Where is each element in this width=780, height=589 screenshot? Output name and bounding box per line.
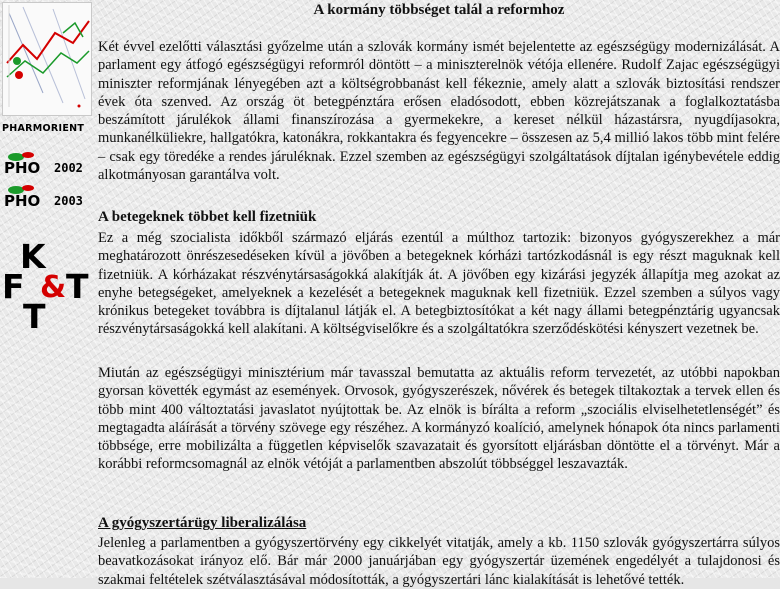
logo-graphic bbox=[3, 3, 91, 115]
pho-year: 2002 bbox=[54, 161, 83, 175]
section-heading: A gyógyszertárügy liberalizálása bbox=[98, 515, 307, 531]
intro-paragraph: Két évvel ezelőtti választási győzelme után a szlovák kormány ismét bejelentette az egészségügy modernizálását. A parlament egy átfogó egészségügyi reformról döntött – a miniszterelnök vétója ellenére. Rudolf Zajac egészségügyi miniszter reformjának lényegében azt a költségrobbanást kell fékeznie, amely alatt a szlovák biztosítási rendszer évek óta szenved. Az ország öt betegpénztára erősen eladósodott, ebben közrejátszanak a foglalkoztatásba beszámított járulékok állami finanszírozása a gyermekekre, a kereset nélkül házastársra, nyugdíjasokra, munkanélküliekre, hallgatókra, katonákra, rokkantakra és fegyencekre – összesen az 5,4 millió lakos több mint felére – csak egy töredéke a rendes járuléknak. Ezzel szemben az egészségügyi szolgáltatások díjtalan igénybevétele eddig alkotmányosan garantálva volt. bbox=[98, 39, 780, 184]
brand-name: PHARMORIENT bbox=[2, 123, 85, 134]
kft-logo[interactable] bbox=[2, 237, 90, 336]
section-heading: A betegeknek többet kell fizetniük bbox=[98, 209, 317, 225]
article-title: A kormány többséget talál a reformhoz bbox=[313, 2, 565, 18]
section-paragraph: Miután az egészségügyi minisztérium már tavasszal bemutatta az aktuális reform tervezetét, az utóbbi napokban gyorsan követték egymást az események. Orvosok, gyógyszerészek, nővérek és betegek tiltakoztak a tervek ellen és több mint 400 változtatási javaslatot nyújtottak be. Az elnök is bírálta a reform „szociális elviselhetetlenségét” és megtagadta aláírását a törvény szövege egy részéhez. A kormányzó koalíció, amelynek hónapok óta nincs parlamenti többsége, erre mobilizálta a független képviselők szavazatait és gyorsított eljárásban döntötte el a törvényt. Már a korábbi reformcsomagnál az elnök vétóját a parlamentben abszolút többséggel leszavazták. bbox=[98, 365, 780, 473]
section-paragraph: Ez a még szocialista időkből származó eljárás ezentúl a múlthoz tartozik: bizonyos gyógyszerekhez a már meghatározott önrészesedéseken kívül a jövőben a betegeknek kórházi tartózkodásnál is egy részt maguknak kell fizetniük. A kórházakat részvénytársaságokká alakítják át. A jövőben egy kizárási jegyzék állapítja meg azokat az enyhe betegségeket, amelyeknek a kezelését a betegeknek maguknak kell fizetniük. Ezzel szemben a súlyos vagy krónikus betegeket továbbra is díjtalanul látják el. A betegbiztosítókat a két nagy állami betegpénztárig ugyancsak részvénytársaságokká kell alakítani. A költségviselőkre és a szolgáltatókra szerződéskötési kényszert vezetnek be. bbox=[98, 230, 780, 338]
pho-2002-link[interactable] bbox=[2, 150, 92, 178]
kft-letter-k: K bbox=[20, 237, 46, 276]
kft-letter-f: F bbox=[2, 267, 25, 306]
pho-2003-link[interactable] bbox=[2, 183, 92, 211]
pho-label: PHO bbox=[4, 192, 41, 210]
kft-letter-t: T bbox=[66, 267, 89, 306]
section-paragraph: Jelenleg a parlamentben a gyógyszertörvény egy cikkelyét vitatják, amely a kb. 1150 szlovák gyógyszertárra súlyos beavatkozásokat irányoz elő. Bár már 2000 januárjában egy gyógyszertár üzemének engedélyét a tulajdonosi és szakmai feltételek szétválasztásával módosították, a gyógyszertári lánc kialakítását is lehetővé tették. bbox=[98, 535, 780, 588]
pho-label: PHO bbox=[4, 159, 41, 177]
sidebar bbox=[0, 0, 92, 578]
kft-letter-t-lower: T bbox=[23, 297, 46, 336]
pharmorient-graph-logo-icon[interactable] bbox=[2, 2, 92, 116]
pho-year: 2003 bbox=[54, 194, 83, 208]
article-content bbox=[98, 0, 780, 588]
kft-ampersand: & bbox=[40, 270, 67, 305]
